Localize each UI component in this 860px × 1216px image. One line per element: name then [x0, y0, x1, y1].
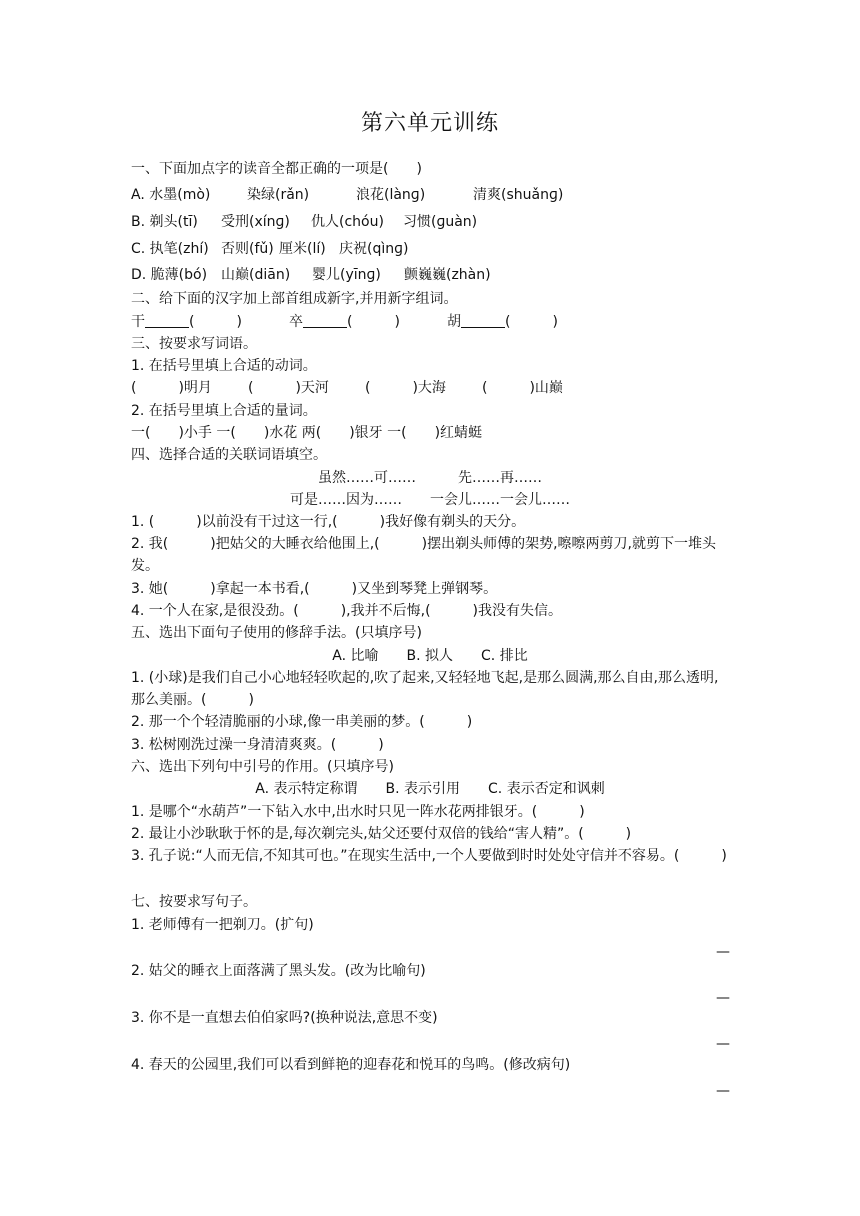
q7-sentence-1: 1. 老师傅有一把剃刀。(扩句): [131, 917, 314, 933]
q5-heading: 五、选出下面句子使用的修辞手法。(只填序号): [131, 625, 422, 641]
q2-char-2: 卒: [289, 314, 303, 330]
q6-sentence-1: 1. 是哪个“水葫芦”一下钻入水中,出水时只见一阵水花两排银牙。( ): [131, 804, 585, 820]
answer-line-1: —: [716, 944, 730, 960]
q5-sentence-1: 1. (小球)是我们自己小心地轻轻吹起的,吹了起来,又轻轻地飞起,是那么圆满,那么自由,那么透明,那么美丽。( ): [131, 670, 719, 708]
q6-sentence-3: 3. 孔子说:“人而无信,不知其可也。”在现实生活中,一个人要做到时时处处守信并不容易。( ): [131, 848, 727, 864]
q6-heading: 六、选出下列句中引号的作用。(只填序号): [131, 759, 394, 775]
q2-heading: 二、给下面的汉字加上部首组成新字,并用新字组词。: [131, 291, 458, 307]
q1-option-a: A. 水墨(mò) 染绿(rǎn) 浪花(lànɡ) 清爽(shuǎnɡ): [131, 187, 564, 203]
q2-char-1: 干: [131, 314, 145, 330]
q7-sentence-2: 2. 姑父的睡衣上面落满了黑头发。(改为比喻句): [131, 963, 426, 979]
q1-option-d: D. 脆薄(bó) 山巅(diān) 婴儿(yīnɡ) 颤巍巍(zhàn): [131, 267, 491, 283]
q6-options: A. 表示特定称谓 B. 表示引用 C. 表示否定和讽刺: [255, 781, 605, 797]
q1-heading: 一、下面加点字的读音全都正确的一项是( ): [131, 161, 422, 177]
q2-items: 干 ( ) 卒 ( ) 胡 ( ): [131, 314, 558, 330]
q4-sentence-3: 3. 她( )拿起一本书看,( )又坐到琴凳上弹钢琴。: [131, 581, 498, 597]
q3-heading: 三、按要求写词语。: [131, 336, 257, 352]
q1-option-b: B. 剃头(tī) 受刑(xínɡ) 仇人(chóu) 习惯(ɡuàn): [131, 214, 478, 230]
q2-char-3: 胡: [447, 314, 461, 330]
answer-line-4: —: [716, 1083, 730, 1099]
q3-verb-row: ( )明月 ( )天河 ( )大海 ( )山巅: [131, 380, 563, 396]
q4-sentence-1: 1. ( )以前没有干过这一行,( )我好像有剃头的天分。: [131, 514, 526, 530]
q5-sentence-2: 2. 那一个个轻清脆丽的小球,像一串美丽的梦。( ): [131, 714, 473, 730]
q4-sentence-4: 4. 一个人在家,是很没劲。( ),我并不后悔,( )我没有失信。: [131, 603, 563, 619]
q4-options-1: 虽然……可…… 先……再……: [318, 470, 542, 486]
q7-sentence-3: 3. 你不是一直想去伯伯家吗?(换种说法,意思不变): [131, 1010, 438, 1026]
blank-line: [145, 313, 189, 328]
q4-heading: 四、选择合适的关联词语填空。: [131, 447, 327, 463]
page-title: 第六单元训练: [360, 111, 499, 136]
q7-sentence-4: 4. 春天的公园里,我们可以看到鲜艳的迎春花和悦耳的鸟鸣。(修改病句): [131, 1057, 571, 1073]
q3-sub1: 1. 在括号里填上合适的动词。: [131, 358, 317, 374]
q1-option-c: C. 执笔(zhí) 否则(fǔ) 厘米(lí) 庆祝(qìnɡ): [131, 241, 409, 257]
q3-measure-row: 一( )小手 一( )水花 两( )银牙 一( )红蜻蜓: [131, 425, 483, 441]
q4-sentence-2: 2. 我( )把姑父的大睡衣给他围上,( )摆出剃头师傅的架势,嚓嚓两剪刀,就剪下一堆头发。: [131, 536, 717, 574]
answer-line-3: —: [716, 1036, 730, 1052]
q4-options-2: 可是……因为…… 一会儿……一会儿……: [290, 492, 570, 508]
q7-heading: 七、按要求写句子。: [131, 894, 257, 910]
q3-sub2: 2. 在括号里填上合适的量词。: [131, 403, 317, 419]
blank-line: [461, 313, 505, 328]
q6-sentence-2: 2. 最让小沙耿耿于怀的是,每次剃完头,姑父还要付双倍的钱给“害人精”。( ): [131, 826, 632, 842]
q5-sentence-3: 3. 松树刚洗过澡一身清清爽爽。( ): [131, 737, 384, 753]
q5-options: A. 比喻 B. 拟人 C. 排比: [332, 648, 528, 664]
answer-line-2: —: [716, 990, 730, 1006]
blank-line: [303, 313, 347, 328]
